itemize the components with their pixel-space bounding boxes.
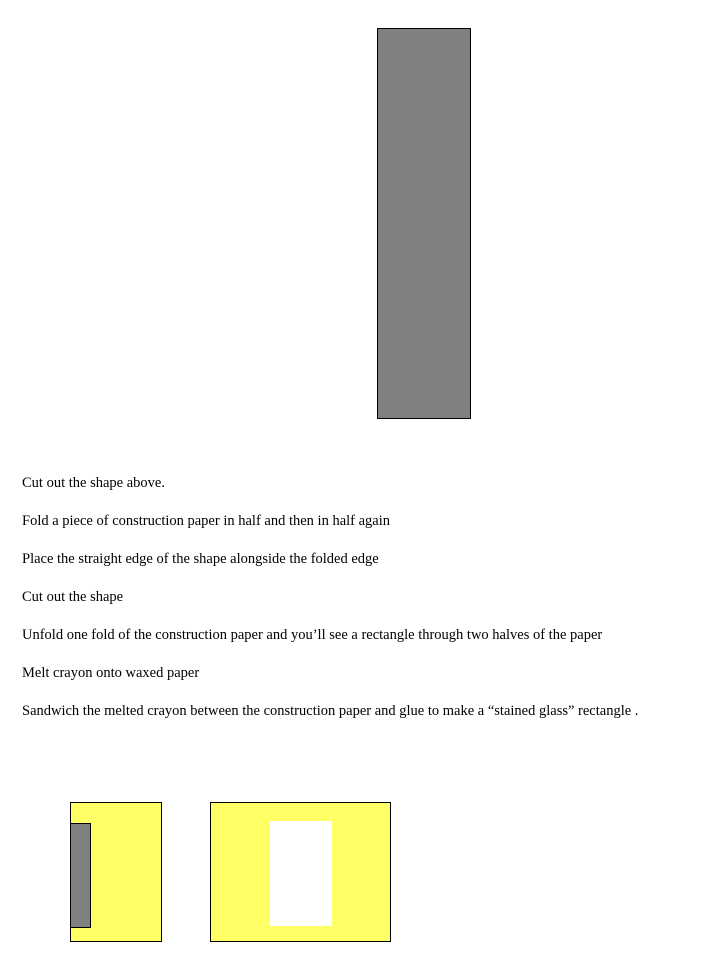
- instructions: [22, 474, 702, 740]
- instruction-step-7: Sandwich the melted crayon between the construction paper and glue to make a “stained glass” rectangle .: [22, 703, 639, 719]
- instruction-step-6: Melt crayon onto waxed paper: [22, 665, 200, 681]
- instruction-step-2: Fold a piece of construction paper in half and then in half again: [22, 513, 391, 529]
- instruction-step-1: Cut out the shape above.: [22, 475, 165, 491]
- instruction-step-5: Unfold one fold of the construction paper and you’ll see a rectangle through two halves of the paper: [22, 627, 603, 643]
- unfolded-construction-paper: [210, 802, 391, 942]
- cut-rectangle-window: [270, 821, 332, 926]
- folded-construction-paper: [70, 802, 162, 942]
- instruction-step-4: Cut out the shape: [22, 589, 124, 605]
- cutout-rectangle-template: [377, 28, 471, 419]
- shape-on-folded-edge: [70, 823, 91, 928]
- instruction-step-3: Place the straight edge of the shape alongside the folded edge: [22, 551, 379, 567]
